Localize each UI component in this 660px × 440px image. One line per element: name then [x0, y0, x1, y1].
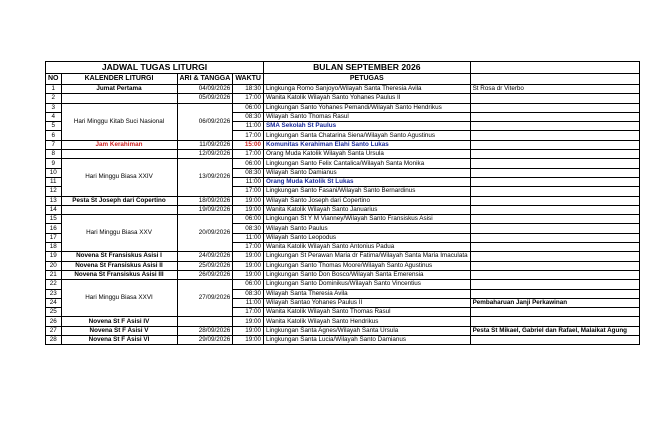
note-cell — [470, 168, 639, 177]
petugas-cell: Lingkungan Santa Chatarina Siena/Wilayah Santo Agustinus — [263, 131, 470, 140]
petugas-cell: Wilayah Santo Joseph dari Copertino — [263, 196, 470, 205]
time-cell: 17:00 — [233, 187, 264, 196]
liturgical-calendar-cell: Novena St F Asisi VI — [61, 336, 177, 345]
petugas-cell: Komunitas Kerahiman Elahi Santo Lukas — [263, 140, 470, 149]
time-cell: 11:00 — [233, 177, 264, 186]
liturgical-calendar-cell: Novena St Fransiskus Asisi I — [61, 252, 177, 261]
liturgical-calendar-cell: Jumat Pertama — [61, 85, 177, 94]
note-cell — [470, 177, 639, 186]
liturgical-calendar-cell: Hari Minggu Biasa XXIV — [61, 159, 177, 196]
row-number: 19 — [46, 252, 62, 261]
row-number: 15 — [46, 215, 62, 224]
table-row — [46, 317, 640, 326]
time-cell: 17:00 — [233, 308, 264, 317]
note-cell: St Rosa dr Viterbo — [470, 85, 639, 94]
row-number: 26 — [46, 317, 62, 326]
petugas-cell: Wanita Katolik Wilayah Santo Hendrikus — [263, 317, 470, 326]
note-cell — [470, 94, 639, 103]
note-cell — [470, 196, 639, 205]
date-cell: 04/09/2026 — [177, 85, 233, 94]
left-title: JADWAL TUGAS LITURGI — [46, 62, 264, 74]
row-number: 25 — [46, 308, 62, 317]
col-header-waktu: WAKTU — [233, 74, 264, 85]
note-cell — [470, 205, 639, 214]
col-header-tanggal: ARI & TANGGA — [177, 74, 233, 85]
col-header-blank — [470, 74, 639, 85]
note-cell — [470, 336, 639, 345]
date-cell: 25/09/2026 — [177, 261, 233, 270]
time-cell: 08:30 — [233, 224, 264, 233]
petugas-cell: Lingkungan Santa Lucia/Wilayah Santo Damianus — [263, 336, 470, 345]
liturgical-calendar-cell: Jam Kerahiman — [61, 140, 177, 149]
note-cell — [470, 308, 639, 317]
table-row — [46, 215, 640, 224]
petugas-cell: Lingkungan St Y M Vianney/Wilayah Santo Fransiskus Asisi — [263, 215, 470, 224]
time-cell: 19:00 — [233, 317, 264, 326]
liturgical-calendar-cell: Novena St F Asisi IV — [61, 317, 177, 326]
table-row — [46, 336, 640, 345]
note-cell — [470, 112, 639, 121]
petugas-cell: Wilayah Santo Leopodus — [263, 233, 470, 242]
banner-row — [46, 62, 640, 74]
petugas-cell: Lingkungan Santa Agnes/Wilayah Santa Ursula — [263, 326, 470, 335]
petugas-cell: Wanita Katolik Wilayah Santo Thomas Rasul — [263, 308, 470, 317]
row-number: 14 — [46, 205, 62, 214]
time-cell: 19:00 — [233, 336, 264, 345]
petugas-cell: Wilayah Santo Thomas Rasul — [263, 112, 470, 121]
table-row — [46, 196, 640, 205]
date-cell: 13/09/2026 — [177, 159, 233, 196]
date-cell — [177, 317, 233, 326]
time-cell: 19:00 — [233, 326, 264, 335]
row-number: 6 — [46, 131, 62, 140]
time-cell: 19:00 — [233, 196, 264, 205]
table-row — [46, 85, 640, 94]
note-cell — [470, 122, 639, 131]
date-cell: 27/09/2026 — [177, 280, 233, 317]
petugas-cell: Wanita Katolik Wilayah Santo Yohanes Paulus II — [263, 94, 470, 103]
liturgical-calendar-cell: Hari Minggu Kitab Suci Nasional — [61, 103, 177, 140]
time-cell: 19:00 — [233, 205, 264, 214]
date-cell: 06/09/2026 — [177, 103, 233, 140]
row-number: 8 — [46, 150, 62, 159]
petugas-cell: Orang Muda Katolik Wilayah Santa Ursula — [263, 150, 470, 159]
date-cell: 19/09/2026 — [177, 205, 233, 214]
petugas-cell: SMA Sekolah St Paulus — [263, 122, 470, 131]
time-cell: 08:30 — [233, 168, 264, 177]
liturgical-calendar-cell — [61, 150, 177, 159]
row-number: 23 — [46, 289, 62, 298]
petugas-cell: Wilayah Santo Paulus — [263, 224, 470, 233]
row-number: 1 — [46, 85, 62, 94]
note-cell — [470, 140, 639, 149]
petugas-cell: Lingkungan Santo Felix Cantalica/Wilayah Santa Monika — [263, 159, 470, 168]
liturgical-calendar-cell: Novena St Fransiskus Asisi II — [61, 261, 177, 270]
petugas-cell: Lingkungan Santo Don Bosco/Wilayah Santa Emerensia — [263, 270, 470, 279]
table-row — [46, 140, 640, 149]
petugas-cell: Lingkungan St Perawan Maria dr Fatima/Wilayah Santa Maria Imaculata — [263, 252, 470, 261]
note-cell — [470, 317, 639, 326]
banner-blank — [470, 62, 639, 74]
note-cell — [470, 224, 639, 233]
liturgical-calendar-cell — [61, 205, 177, 214]
time-cell: 17:00 — [233, 94, 264, 103]
row-number: 18 — [46, 243, 62, 252]
petugas-cell: Wilayah Santa Theresia Avila — [263, 289, 470, 298]
petugas-cell: Lingkungan Santo Dominikus/Wilayah Santo Vincentius — [263, 280, 470, 289]
row-number: 2 — [46, 94, 62, 103]
note-cell: Pesta St Mikael, Gabriel dan Rafael, Malaikat Agung — [470, 326, 639, 335]
row-number: 12 — [46, 187, 62, 196]
col-header-kalender: KALENDER LITURGI — [61, 74, 177, 85]
note-cell: Pembaharuan Janji Perkawinan — [470, 298, 639, 307]
petugas-cell: Orang Muda Katolik St Lukas — [263, 177, 470, 186]
row-number: 7 — [46, 140, 62, 149]
time-cell: 11:00 — [233, 233, 264, 242]
date-cell: 18/09/2026 — [177, 196, 233, 205]
row-number: 5 — [46, 122, 62, 131]
table-row — [46, 94, 640, 103]
date-cell: 20/09/2026 — [177, 215, 233, 252]
table-row — [46, 103, 640, 112]
date-cell: 12/09/2026 — [177, 150, 233, 159]
table-row — [46, 261, 640, 270]
time-cell: 17:00 — [233, 150, 264, 159]
row-number: 9 — [46, 159, 62, 168]
date-cell: 28/09/2026 — [177, 326, 233, 335]
row-number: 27 — [46, 326, 62, 335]
note-cell — [470, 243, 639, 252]
time-cell: 06:00 — [233, 215, 264, 224]
row-number: 28 — [46, 336, 62, 345]
row-number: 22 — [46, 280, 62, 289]
petugas-cell: Lingkungan Santo Thomas Moore/Wilayah Santo Agustinus — [263, 261, 470, 270]
liturgical-calendar-cell: Pesta St Joseph dari Copertino — [61, 196, 177, 205]
note-cell — [470, 270, 639, 279]
table-row — [46, 280, 640, 289]
row-number: 24 — [46, 298, 62, 307]
note-cell — [470, 280, 639, 289]
schedule-body — [46, 62, 640, 345]
row-number: 4 — [46, 112, 62, 121]
schedule-table — [45, 61, 640, 345]
date-cell: 24/09/2026 — [177, 252, 233, 261]
time-cell: 18:30 — [233, 85, 264, 94]
row-number: 13 — [46, 196, 62, 205]
row-number: 10 — [46, 168, 62, 177]
column-header-row — [46, 74, 640, 85]
row-number: 11 — [46, 177, 62, 186]
date-cell: 05/09/2026 — [177, 94, 233, 103]
row-number: 21 — [46, 270, 62, 279]
time-cell: 11:00 — [233, 122, 264, 131]
date-cell: 29/09/2026 — [177, 336, 233, 345]
time-cell: 08:30 — [233, 112, 264, 121]
note-cell — [470, 187, 639, 196]
note-cell — [470, 215, 639, 224]
petugas-cell: Wanita Katolik Wilayah Santo Antonius Padua — [263, 243, 470, 252]
date-cell: 26/09/2026 — [177, 270, 233, 279]
note-cell — [470, 103, 639, 112]
petugas-cell: Wanita Katolik Wilayah Santo Januarius — [263, 205, 470, 214]
liturgical-calendar-cell: Hari Minggu Biasa XXVI — [61, 280, 177, 317]
row-number: 3 — [46, 103, 62, 112]
row-number: 17 — [46, 233, 62, 242]
col-header-petugas: PETUGAS — [263, 74, 470, 85]
note-cell — [470, 289, 639, 298]
table-row — [46, 252, 640, 261]
col-header-no: NO — [46, 74, 62, 85]
right-title: BULAN SEPTEMBER 2026 — [263, 62, 470, 74]
note-cell — [470, 261, 639, 270]
note-cell — [470, 233, 639, 242]
time-cell: 19:00 — [233, 252, 264, 261]
table-row — [46, 150, 640, 159]
liturgical-calendar-cell — [61, 94, 177, 103]
table-row — [46, 270, 640, 279]
liturgical-calendar-cell: Hari Minggu Biasa XXV — [61, 215, 177, 252]
petugas-cell: Lingkungan Santo Fasani/Wilayah Santo Bernardinus — [263, 187, 470, 196]
time-cell: 19:00 — [233, 270, 264, 279]
time-cell: 19:00 — [233, 261, 264, 270]
time-cell: 06:00 — [233, 103, 264, 112]
row-number: 20 — [46, 261, 62, 270]
note-cell — [470, 252, 639, 261]
petugas-cell: Wilayah Santao Yohanes Paulus II — [263, 298, 470, 307]
note-cell — [470, 150, 639, 159]
time-cell: 06:00 — [233, 159, 264, 168]
petugas-cell: Lingkunga Romo Sanjoyo/Wilayah Santa Theresia Avila — [263, 85, 470, 94]
note-cell — [470, 159, 639, 168]
time-cell: 17:00 — [233, 243, 264, 252]
time-cell: 06:00 — [233, 280, 264, 289]
row-number: 16 — [46, 224, 62, 233]
note-cell — [470, 131, 639, 140]
table-row — [46, 205, 640, 214]
petugas-cell: Lingkungan Santo Yohanes Pemandi/Wilayah Santo Hendrikus — [263, 103, 470, 112]
time-cell: 08:30 — [233, 289, 264, 298]
table-row — [46, 159, 640, 168]
time-cell: 17:00 — [233, 131, 264, 140]
date-cell: 11/09/2026 — [177, 140, 233, 149]
liturgical-calendar-cell: Novena St Fransiskus Asisi III — [61, 270, 177, 279]
time-cell: 11:00 — [233, 298, 264, 307]
liturgical-calendar-cell: Novena St F Asisi V — [61, 326, 177, 335]
table-row — [46, 326, 640, 335]
petugas-cell: Wilayah Santo Damianus — [263, 168, 470, 177]
time-cell: 15:00 — [233, 140, 264, 149]
